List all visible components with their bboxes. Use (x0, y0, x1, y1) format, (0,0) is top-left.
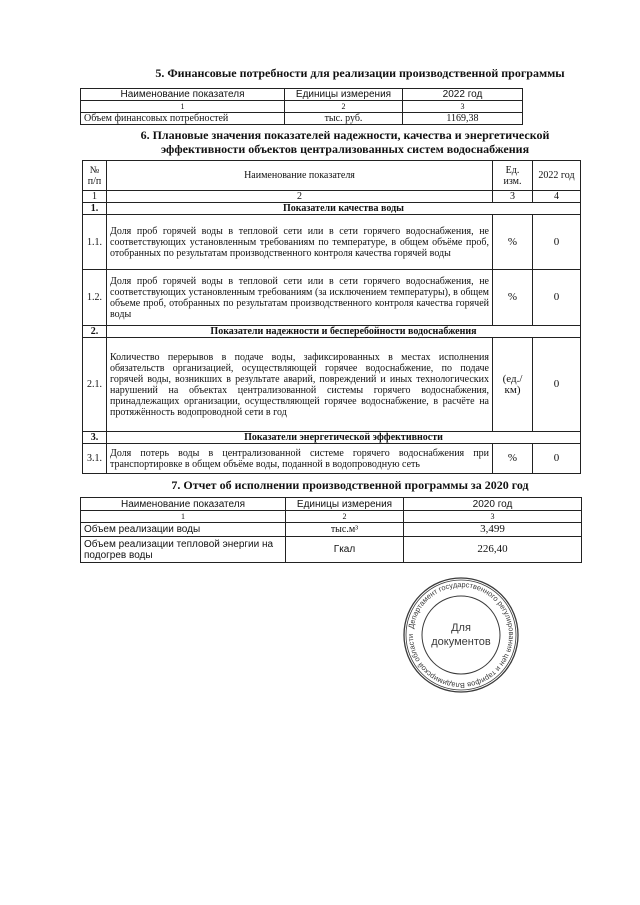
s7-col-number: 3 (404, 511, 582, 523)
s6-group-title: Показатели качества воды (107, 203, 581, 215)
s6-col-number: 3 (493, 191, 533, 203)
s6-header-unit: Ед. изм. (493, 161, 533, 191)
s5-header-unit: Единицы измерения (285, 89, 403, 101)
s6-row-unit: % (493, 270, 533, 326)
stamp-ring-text: Департамент государственного регулирования цен и тарифов Владимирской области (405, 579, 517, 691)
s6-row-unit: (ед./км) (493, 338, 533, 432)
section5-table (80, 88, 523, 125)
s7-header-name: Наименование показателя (81, 498, 286, 511)
s6-row-num: 3.1. (83, 444, 107, 474)
s6-col-number: 4 (533, 191, 581, 203)
s6-row-text: Количество перерывов в подаче воды, зафиксированных в местах исполнения обязательств организацией, осуществляющей горячее водоснабжение, по подаче горячей воды, возникших в результате аварий, повреждений и иных технологических нарушений на объектах централизованной системы горячего водоснабжения, принадлежащих организации, осуществляющей горячее водоснабжение, в расчёте на протяжённость водопроводной сети в год (107, 338, 493, 432)
s6-group-num: 2. (83, 326, 107, 338)
s5-row-name: Объем финансовых потребностей (81, 113, 285, 125)
s6-group-title: Показатели надежности и бесперебойности водоснабжения (107, 326, 581, 338)
s6-header-num: № п/п (83, 161, 107, 191)
s6-col-number: 1 (83, 191, 107, 203)
s7-header-year: 2020 год (404, 498, 582, 511)
section6-table (82, 160, 581, 474)
s7-row-unit: тыс.м³ (286, 523, 404, 537)
s7-col-number: 2 (286, 511, 404, 523)
s6-row-value: 0 (533, 444, 581, 474)
s6-row-text: Доля проб горячей воды в тепловой сети или в сети горячего водоснабжения, не соответствующих установленным требованиям по температуре, в общем объёме проб, отобранных по результатам производственного контроля качества горячей воды (107, 215, 493, 270)
section5-title: 5. Финансовые потребности для реализации производственной программы (155, 66, 565, 80)
s6-row-value: 0 (533, 215, 581, 270)
stamp-center-line2: документов (431, 636, 491, 648)
s5-row-unit: тыс. руб. (285, 113, 403, 125)
s6-row-value: 0 (533, 338, 581, 432)
section6-title-line1: 6. Плановые значения показателей надежности, качества и энергетической (140, 128, 550, 142)
s7-header-unit: Единицы измерения (286, 498, 404, 511)
s6-group-num: 3. (83, 432, 107, 444)
s6-row-num: 1.1. (83, 215, 107, 270)
section6-title-line2: эффективности объектов централизованных систем водоснабжения (160, 142, 530, 156)
s7-row-name: Объем реализации воды (81, 523, 286, 537)
s5-row-value: 1169,38 (403, 113, 523, 125)
s5-col-number: 2 (285, 101, 403, 113)
s6-header-name: Наименование показателя (107, 161, 493, 191)
s6-row-text: Доля проб горячей воды в тепловой сети или в сети горячего водоснабжения, не соответствующих установленным требованиям (за исключением температуры), в общем объеме проб, отобранных по результатам производственного контроля качества горячей воды (107, 270, 493, 326)
s7-col-number: 1 (81, 511, 286, 523)
s5-col-number: 3 (403, 101, 523, 113)
s6-row-text: Доля потерь воды в централизованной системе горячего водоснабжения при транспортировке в общем объёме воды, поданной в водопроводную сеть (107, 444, 493, 474)
stamp-center-line1: Для (451, 622, 471, 634)
s5-col-number: 1 (81, 101, 285, 113)
s6-header-year: 2022 год (533, 161, 581, 191)
section7-table (80, 497, 582, 563)
s6-group-title: Показатели энергетической эффективности (107, 432, 581, 444)
s5-header-year: 2022 год (403, 89, 523, 101)
s5-header-name: Наименование показателя (81, 89, 285, 101)
s6-row-unit: % (493, 444, 533, 474)
s7-row-name: Объем реализации тепловой энергии на подогрев воды (81, 537, 286, 563)
s6-row-num: 1.2. (83, 270, 107, 326)
s7-row-value: 3,499 (404, 523, 582, 537)
s6-row-unit: % (493, 215, 533, 270)
section7-title: 7. Отчет об исполнении производственной программы за 2020 год (171, 478, 529, 492)
s6-row-num: 2.1. (83, 338, 107, 432)
official-stamp-icon (402, 576, 520, 694)
s6-col-number: 2 (107, 191, 493, 203)
s6-row-value: 0 (533, 270, 581, 326)
s7-row-unit: Гкал (286, 537, 404, 563)
s6-group-num: 1. (83, 203, 107, 215)
s7-row-value: 226,40 (404, 537, 582, 563)
